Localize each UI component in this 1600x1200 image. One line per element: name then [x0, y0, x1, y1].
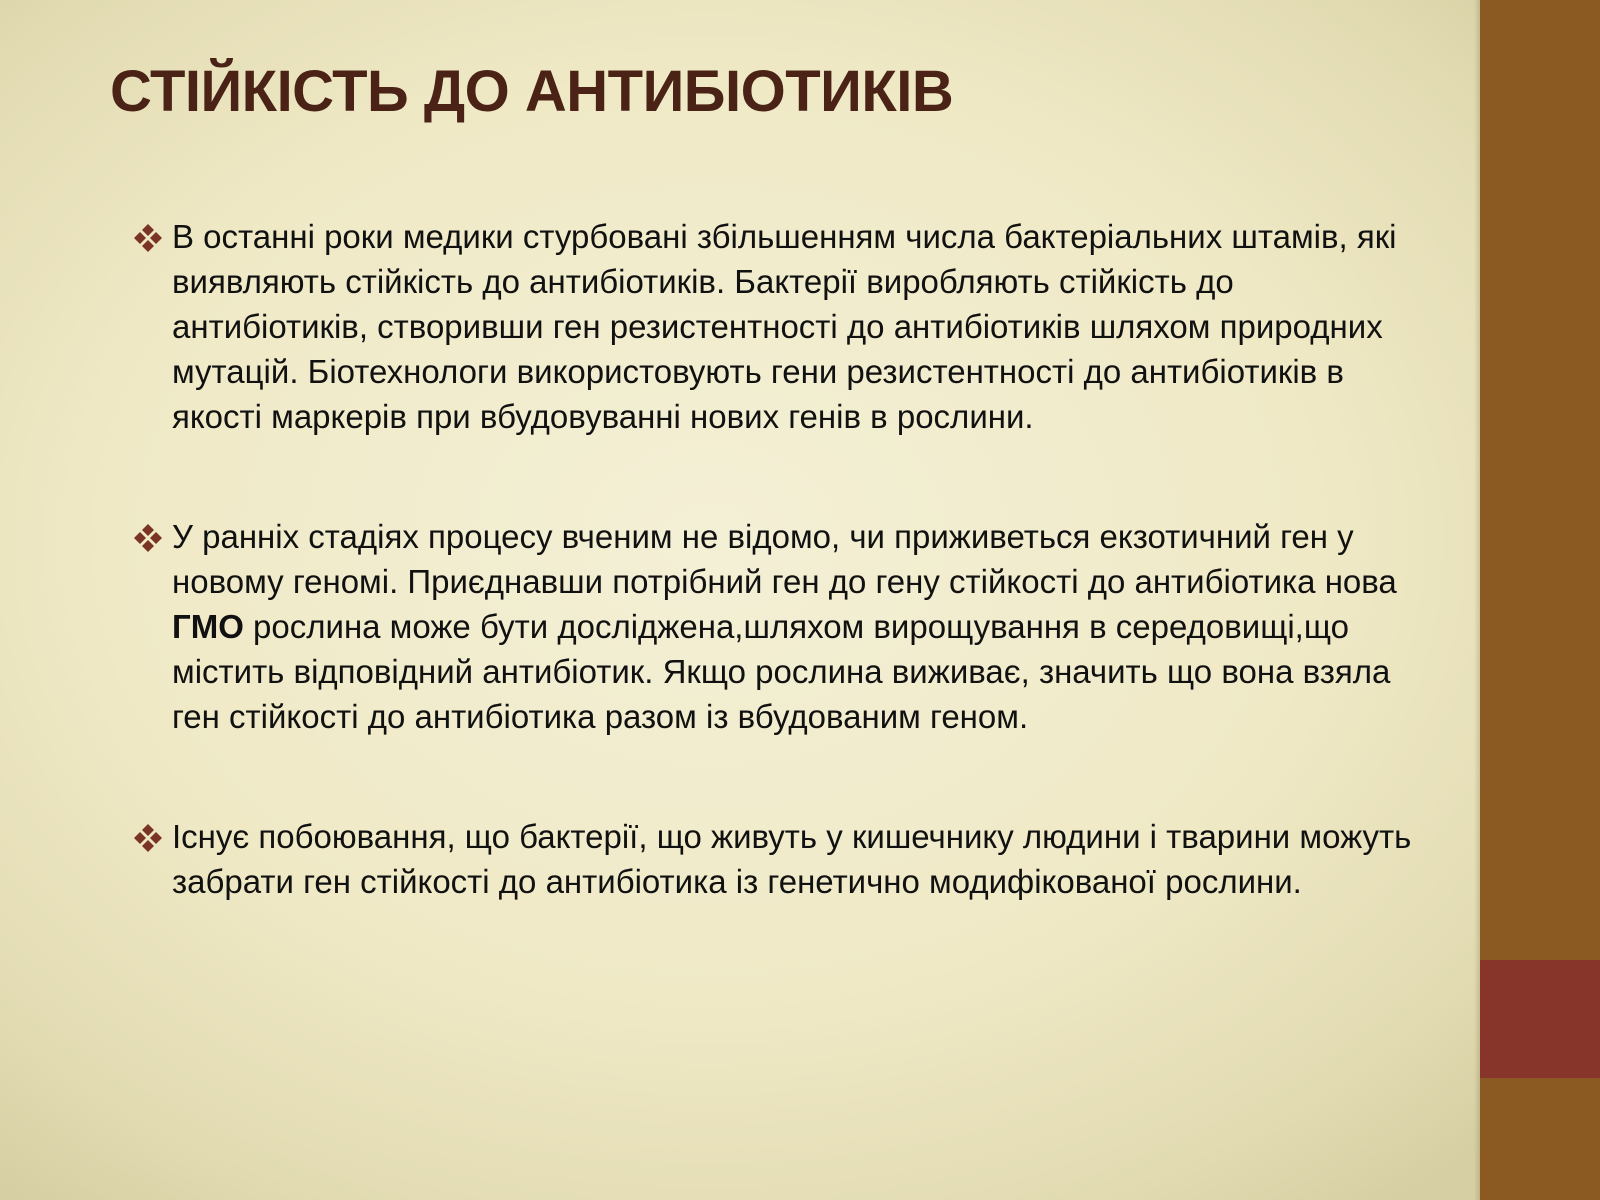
bold-term-gmo: ГМО — [172, 608, 244, 645]
decorative-side-accent — [1480, 960, 1600, 1078]
slide-title: СТІЙКІСТЬ ДО АНТИБІОТИКІВ — [110, 59, 954, 124]
four-diamond-bullet-icon — [132, 522, 164, 554]
four-diamond-bullet-icon — [132, 822, 164, 854]
bullet-text-segment: рослина може бути досліджена,шляхом вирощування в середовищі,що містить відповідний антибіотик. Якщо рослина виживає, значить що вона взяла ген стійкості до антибіотика разом із вбудованим геном. — [172, 608, 1391, 735]
bullet-text-segment: У ранніх стадіях процесу вченим не відомо, чи приживеться екзотичний ген у новому геномі. Приєднавши потрібний ген до гену стійкості до антибіотика нова — [172, 518, 1397, 600]
bullet-item — [132, 814, 1432, 904]
bullet-text: Існує побоювання, що бактерії, що живуть у кишечнику людини і тварини можуть забрати ген стійкості до антибіотика із генетично модифікованої рослини. — [172, 818, 1412, 900]
bullet-text — [172, 518, 1397, 735]
four-diamond-bullet-icon — [132, 222, 164, 254]
bullet-text: В останні роки медики стурбовані збільшенням числа бактеріальних штамів, які виявляють стійкість до антибіотиків. Бактерії виробляють стійкість до антибіотиків, створивши ген резистентності до антибіотиків шляхом природних мутацій. Біотехнологи використовують гени резистентності до антибіотиків в якості маркерів при вбудовуванні нових генів в рослини. — [172, 218, 1397, 435]
bullet-item — [132, 214, 1432, 439]
bullet-list — [132, 214, 1432, 979]
bullet-item — [132, 514, 1432, 739]
